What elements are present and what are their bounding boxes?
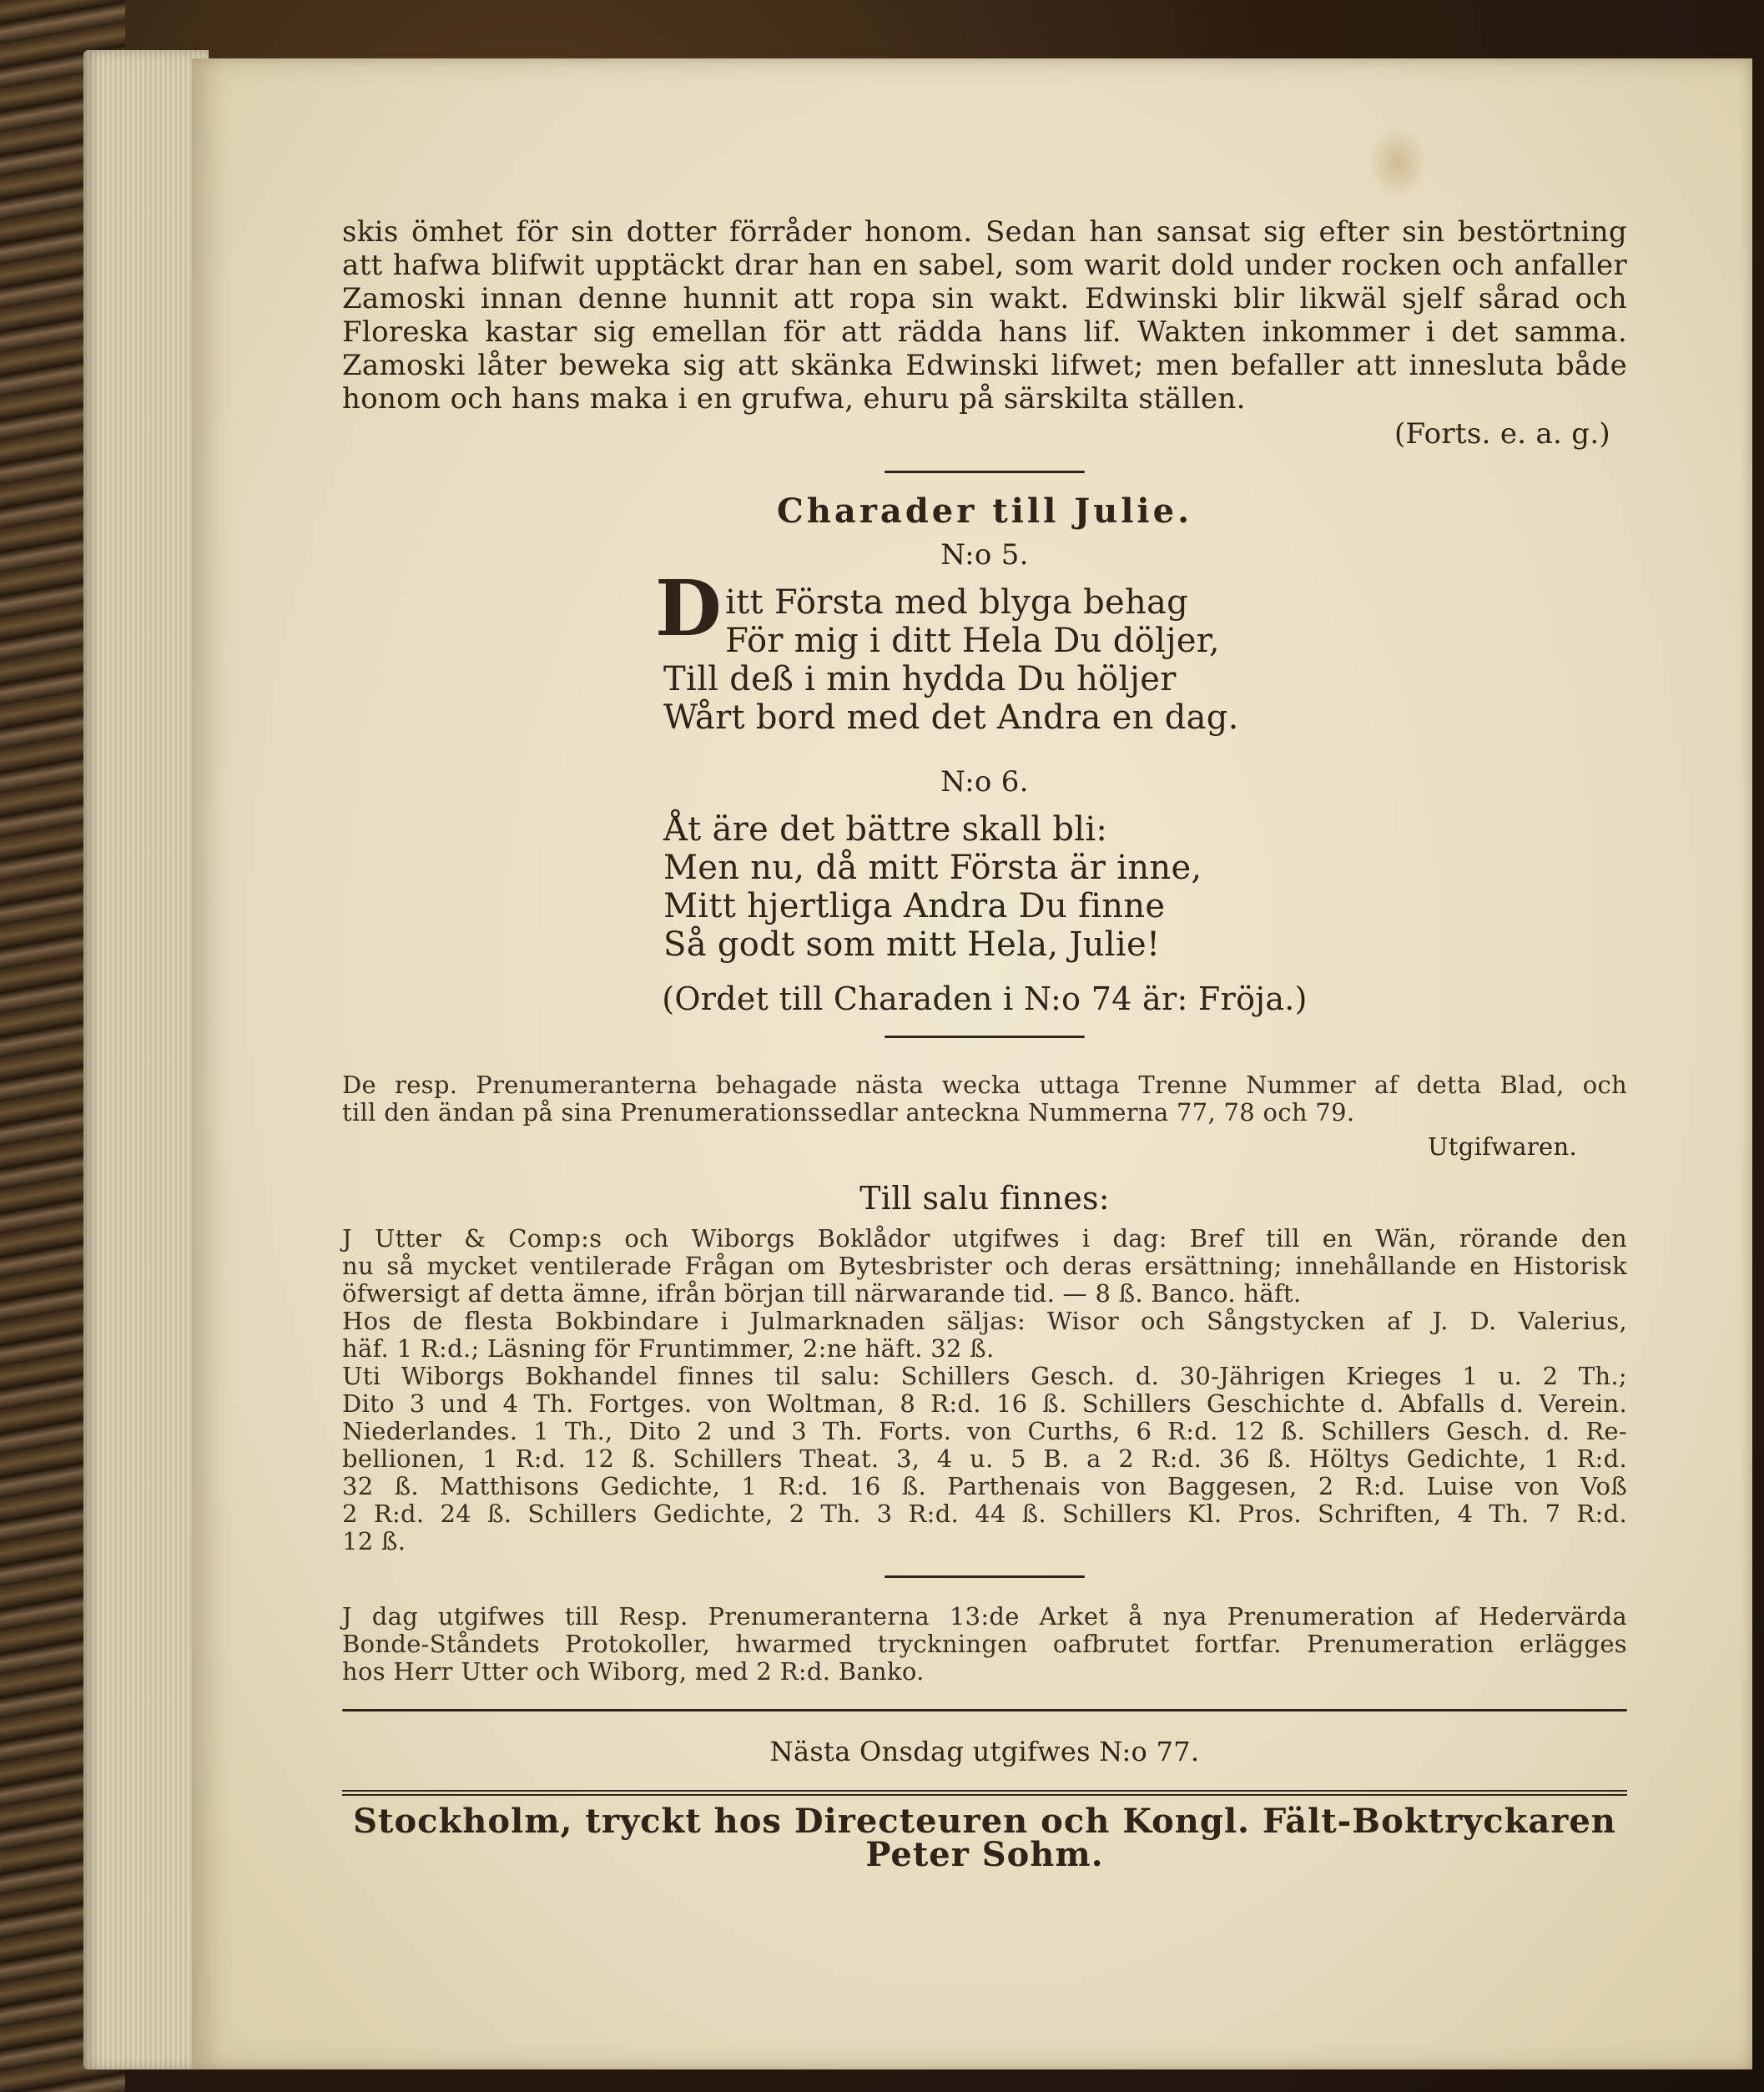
poem-line: För mig i ditt Hela Du döljer,	[725, 622, 1220, 660]
text-line: bellionen, 1 R:d. 12 ß. Schillers Theat. 3, 4 u. 5 B. a 2 R:d. 36 ß. Höltys Gedichte, 1 R:d.	[342, 1444, 1627, 1473]
charade-number-5: N:o 5.	[940, 538, 1029, 572]
footer-rule	[342, 1709, 1627, 1711]
text-line: öfwersigt af detta ämne, ifrån början till närwarande tid. — 8 ß. Banco. häft.	[342, 1279, 1302, 1308]
text-line: Zamoski innan denne hunnit att ropa sin wakt. Edwinski blir likwäl sjelf sårad och	[342, 282, 1627, 315]
text-line: nu så mycket ventilerade Frågan om Bytesbrister och deras ersättning; innehållande en Historisk	[342, 1252, 1627, 1280]
text-line: J Utter & Comp:s och Wiborgs Boklådor utgifwes i dag: Bref till en Wän, rörande den	[342, 1224, 1627, 1253]
for-sale-item-2	[342, 1308, 1627, 1363]
poem-line: itt Första med blyga behag	[725, 583, 1189, 622]
subscriber-notice	[342, 1071, 1627, 1127]
for-sale-item-1	[342, 1225, 1627, 1308]
text-line: Zamoski låter beweka sig att skänka Edwinski lifwet; men befaller att innesluta både	[342, 349, 1627, 382]
continued-marker: (Forts. e. a. g.)	[1394, 417, 1610, 451]
text-line: hos Herr Utter och Wiborg, med 2 R:d. Banko.	[342, 1657, 925, 1686]
paper-stain	[1368, 125, 1427, 200]
charade-answer: (Ordet till Charaden i N:o 74 är: Fröja.)	[662, 980, 1308, 1017]
text-line: Bonde-Ståndets Protokoller, hwarmed tryckningen oafbrutet fortfar. Prenumeration erlägges	[342, 1630, 1627, 1658]
for-sale-item-3	[342, 1363, 1627, 1555]
text-line: Uti Wiborgs Bokhandel finnes til salu: Schillers Gesch. d. 30-Jährigen Krieges 1 u. 2 Th.;	[342, 1362, 1627, 1390]
article-continuation	[342, 215, 1627, 416]
page-edges	[83, 50, 209, 2069]
imprint-rule	[342, 1790, 1627, 1797]
poem-line: Till deß i min hydda Du höljer	[663, 660, 1177, 698]
text-line: Floreska kastar sig emellan för att rädda hans lif. Wakten inkommer i det samma.	[342, 315, 1627, 349]
text-line: Dito 3 und 4 Th. Fortges. von Woltman, 8 R:d. 16 ß. Schillers Geschichte d. Abfalls d. Verein.	[342, 1389, 1627, 1418]
charade-number-6: N:o 6.	[940, 765, 1029, 799]
poem-line: Wårt bord med det Andra en dag.	[663, 698, 1239, 737]
text-line: häf. 1 R:d.; Läsning för Fruntimmer, 2:ne häft. 32 ß.	[342, 1334, 995, 1363]
section-divider	[885, 1036, 1085, 1038]
poem-line: Men nu, då mitt Första är inne,	[663, 849, 1202, 887]
section-divider	[885, 1575, 1085, 1578]
printer-imprint: Stockholm, tryckt hos Directeuren och Kongl. Fält-Boktryckaren Peter Sohm.	[353, 1802, 1616, 1874]
poem-line: Så godt som mitt Hela, Julie!	[663, 925, 1161, 964]
drop-cap: D	[655, 563, 723, 653]
page-content	[342, 215, 1627, 1872]
text-line: J dag utgifwes till Resp. Prenumeranterna 13:de Arket å nya Prenumeration af Hedervärda	[342, 1602, 1627, 1631]
text-line: att hafwa blifwit upptäckt drar han en sabel, som warit dold under rocken och anfaller	[342, 249, 1627, 282]
text-line: skis ömhet för sin dotter förråder honom. Sedan han sansat sig efter sin bestörtning	[342, 215, 1627, 249]
text-line: Hos de flesta Bokbindare i Julmarknaden säljas: Wisor och Sångstycken af J. D. Valerius,	[342, 1307, 1627, 1335]
subscription-notice	[342, 1603, 1627, 1686]
text-line: honom och hans maka i en grufwa, ehuru på särskilta ställen.	[342, 382, 1246, 416]
text-line: 2 R:d. 24 ß. Schillers Gedichte, 2 Th. 3 R:d. 44 ß. Schillers Kl. Pros. Schriften, 4 Th. 7 R:d.	[342, 1500, 1627, 1528]
text-line: 12 ß.	[342, 1527, 406, 1555]
for-sale-heading: Till salu finnes:	[859, 1180, 1110, 1217]
text-line: 32 ß. Matthisons Gedichte, 1 R:d. 16 ß. Parthenais von Baggesen, 2 R:d. Luise von Voß	[342, 1472, 1627, 1500]
next-issue-notice: Nästa Onsdag utgifwes N:o 77.	[769, 1736, 1200, 1767]
text-line: De resp. Prenumeranterna behagade nästa wecka uttaga Trenne Nummer af detta Blad, och	[342, 1071, 1627, 1099]
section-divider	[885, 471, 1085, 473]
text-line: Niederlandes. 1 Th., Dito 2 und 3 Th. Forts. von Curths, 6 R:d. 12 ß. Schillers Gesch. d. Re-	[342, 1417, 1627, 1445]
poem-line: Mitt hjertliga Andra Du finne	[663, 887, 1166, 925]
charade-poem-5	[655, 563, 1627, 737]
charade-poem-6	[663, 810, 1627, 964]
charade-heading: Charader till Julie.	[776, 491, 1192, 531]
publisher-signature: Utgifwaren.	[1428, 1132, 1577, 1161]
poem-line: Åt äre det bättre skall bli:	[663, 810, 1108, 849]
text-line: till den ändan på sina Prenumerationssedlar anteckna Nummerna 77, 78 och 79.	[342, 1098, 1355, 1127]
